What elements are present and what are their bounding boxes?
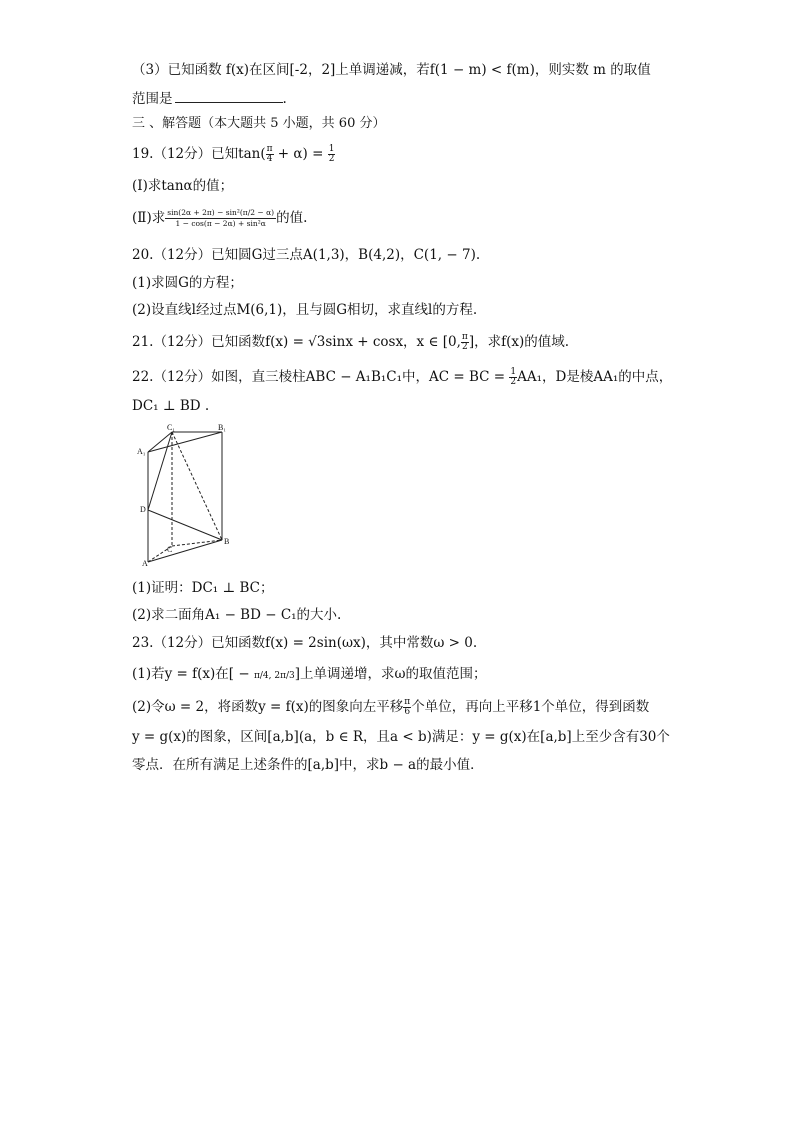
prism-figure xyxy=(134,422,240,566)
q22-stem-prefix: 22.（12分）如图，直三棱柱ABC − A₁B₁C₁中，AC = BC = xyxy=(132,369,510,385)
q23-part2-suffix: 个单位，再向上平移1个单位，得到函数 xyxy=(411,699,650,715)
q21-stem-suffix: ]，求f(x)的值域. xyxy=(468,334,570,350)
q23-pi-over-6 xyxy=(403,698,411,717)
q23-part2-line3: 零点．在所有满足上述条件的[a,b]中，求b − a的最小值． xyxy=(132,757,484,773)
q20-part1: (1)求圆G的方程； xyxy=(132,275,243,291)
q23-stem: 23.（12分）已知函数f(x) = 2sin(ωx)，其中常数ω > 0. xyxy=(132,635,478,651)
q21-stem xyxy=(132,332,569,352)
q19-stem-prefix: 19.（12分）已知tan( xyxy=(132,146,266,162)
q22-part1: (1)证明：DC₁ ⊥ BC； xyxy=(132,580,274,596)
segment-d-c1 xyxy=(148,432,172,510)
segment-d-b xyxy=(148,510,222,540)
label-b: B xyxy=(224,537,230,546)
q23-part1-suffix: ]上单调递增，求ω的取值范围； xyxy=(294,666,487,682)
section-heading: 三 、解答题（本大题共 5 小题，共 60 分） xyxy=(132,116,386,131)
q20-part2: (2)设直线l经过点M(6,1)，且与圆G相切，求直线l的方程. xyxy=(132,302,478,318)
q21-frac-den: 2 xyxy=(462,342,468,352)
q22-stem-suffix: AA₁，D是棱AA₁的中点， xyxy=(517,369,673,385)
q23-frac-den: 6 xyxy=(404,707,411,717)
q20-stem: 20.（12分）已知圆G过三点A(1,3)，B(4,2)，C(1, − 7). xyxy=(132,247,481,263)
q19-stem xyxy=(132,144,335,164)
q19-part2-denominator: 1 − cos(π − 2α) + sin²α xyxy=(175,219,266,228)
q19-part2-fraction xyxy=(165,208,276,229)
q21-frac-num: π xyxy=(461,332,468,342)
q23-part2-prefix: (2)令ω = 2，将函数y = f(x)的图象向左平移 xyxy=(132,699,404,715)
q22-stem xyxy=(132,367,672,387)
q19-frac-den: 4 xyxy=(266,154,273,164)
q19-frac-num: π xyxy=(266,144,273,154)
q23-part2-line1 xyxy=(132,697,649,717)
q18-part3-line1: （3）已知函数 f(x)在区间[-2，2]上单调递减，若f(1 − m) < f(m)，则实数 m 的取值 xyxy=(132,62,651,78)
q23-part1-prefix: (1)若y = f(x)在[ − xyxy=(132,666,254,682)
q22-frac-den: 2 xyxy=(510,377,517,387)
q23-frac-num: π xyxy=(404,697,411,707)
q22-stem-line2: DC₁ ⊥ BD . xyxy=(132,398,210,414)
q21-pi-over-2 xyxy=(461,333,469,352)
q19-part2 xyxy=(132,208,307,229)
edge-a-b xyxy=(148,540,222,562)
q19-half-den: 2 xyxy=(328,154,335,164)
label-b1: B₁ xyxy=(218,423,227,432)
label-a: A xyxy=(142,559,148,566)
q19-one-half xyxy=(328,145,336,164)
q23-part1 xyxy=(132,664,487,686)
segment-c1-b-hidden xyxy=(172,432,222,540)
q21-stem-prefix: 21.（12分）已知函数f(x) = √3sinx + cosx，x ∈ [0, xyxy=(132,334,461,350)
q22-one-half xyxy=(509,368,517,387)
q19-part2-numerator: sin(2α + 2π) − sin²(π/2 − α) xyxy=(167,208,275,217)
q19-part2-suffix: 的值. xyxy=(276,210,308,226)
q18-part3-line2-text: 范围是 xyxy=(132,91,173,107)
q19-stem-mid: + α) = xyxy=(273,146,328,162)
label-a1: A₁ xyxy=(137,447,146,456)
q23-part1-interval: π/4, 2π/3 xyxy=(253,671,295,681)
edge-a1-b1 xyxy=(148,432,222,452)
label-c1: C₁ xyxy=(167,423,176,432)
edge-c-b-hidden xyxy=(172,540,222,546)
q19-part2-prefix: (Ⅱ)求 xyxy=(132,210,166,226)
answer-blank xyxy=(175,88,283,103)
q23-part2-line2: y = g(x)的图象，区间[a,b](a，b ∈ R，且a < b)满足：y = g(x)在[a,b]上至少含有30个 xyxy=(132,729,670,745)
label-c: C xyxy=(167,545,173,554)
label-d: D xyxy=(140,505,146,514)
q19-half-num: 1 xyxy=(328,144,335,154)
q22-frac-num: 1 xyxy=(510,367,517,377)
q19-pi-over-4 xyxy=(266,145,274,164)
q19-part1: (Ⅰ)求tanα的值； xyxy=(132,178,234,194)
q18-part3-line2: 范围是 . xyxy=(132,88,287,109)
q22-part2: (2)求二面角A₁ − BD − C₁的大小. xyxy=(132,607,342,623)
